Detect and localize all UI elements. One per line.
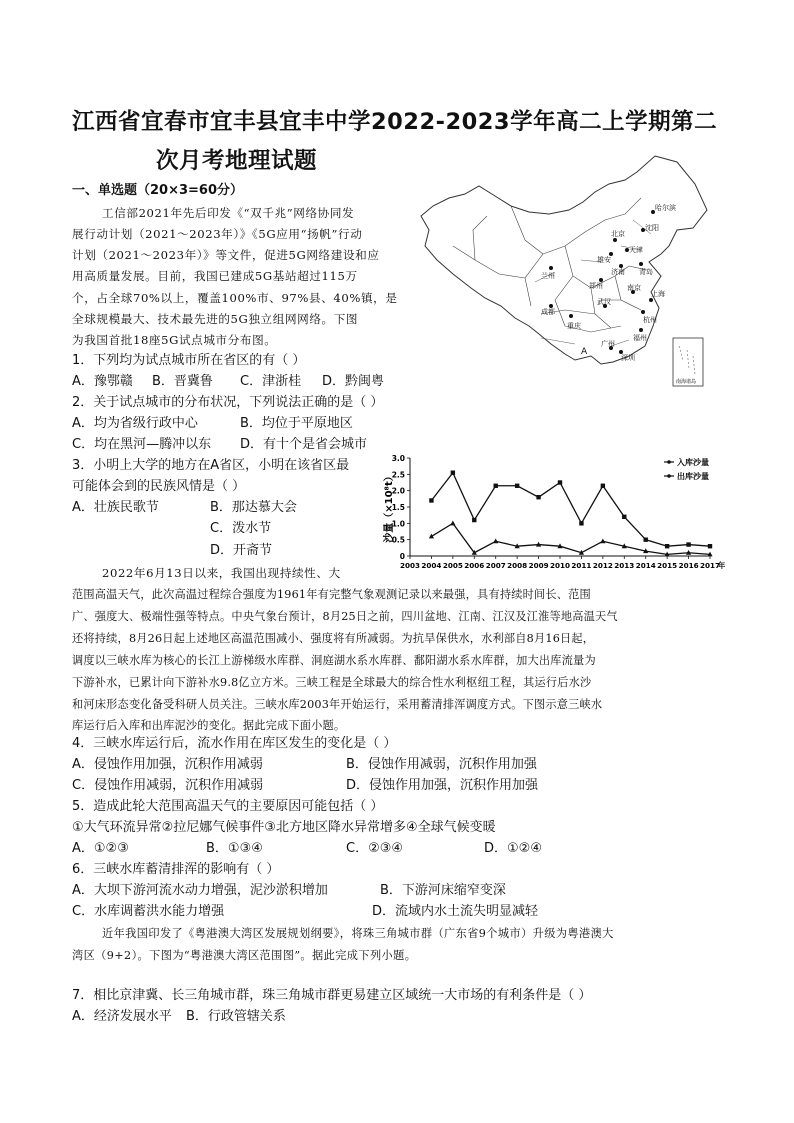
question-4-option-a[interactable]: A．侵蚀作用加强，沉积作用减弱 xyxy=(72,757,263,772)
question-1-option-a[interactable]: A．豫鄂赣 xyxy=(72,374,133,389)
city-dot-chongqing xyxy=(569,314,573,318)
question-1-option-d[interactable]: D．黔闽粤 xyxy=(322,374,385,389)
x-tick-label: 2006 xyxy=(464,561,485,570)
x-tick-label: 2013 xyxy=(614,561,635,570)
question-7-option-a[interactable]: A．经济发展水平 xyxy=(72,1009,172,1024)
y-tick-label: 3.0 xyxy=(391,454,405,463)
chart-legend xyxy=(664,457,709,481)
city-dot-shanghai xyxy=(649,298,653,302)
city-label: 广州 xyxy=(601,340,615,348)
city-label: 深圳 xyxy=(621,354,635,362)
x-tick-label: 2008 xyxy=(507,561,528,570)
x-tick-label: 2017 xyxy=(699,561,721,570)
question-5-option-c[interactable]: C．②③④ xyxy=(346,841,404,856)
passage-1-line: 展行动计划（2021～2023年）》《5G应用“扬帆”行动 xyxy=(72,227,363,241)
passage-2-line: 库运行后入库和出库泥沙的变化。据此完成下面小题。 xyxy=(72,719,346,732)
passage-2-line: 广、强度大、极端性强等特点。中央气象台预计，8月25日之前，四川盆地、江南、江汉及江淮等地高温天气 xyxy=(72,610,618,623)
y-axis-label: 沙量（×10⁸t） xyxy=(384,471,395,543)
city-label: 成都 xyxy=(541,308,555,316)
passage-2-line: 2022年6月13日以来，我国出现持续性、大 xyxy=(102,566,341,580)
data-point xyxy=(451,471,455,475)
y-tick-label: 1.5 xyxy=(391,503,405,512)
city-label: 天津 xyxy=(629,246,643,254)
passage-1-line: 计划（2021～2023年）》等文件，促进5G网络建设和应 xyxy=(72,248,380,262)
city-label: 南京 xyxy=(627,284,641,292)
city-dot-hangzhou xyxy=(641,310,645,314)
data-point xyxy=(665,544,669,548)
passage-3-line: 近年我国印发了《粤港澳大湾区发展规划纲要》，将珠三角城市群（广东省9个城市）升级为粤港澳大 xyxy=(102,927,614,940)
question-4-option-c[interactable]: C．侵蚀作用减弱，沉积作用减弱 xyxy=(72,778,264,793)
x-tick-label: 2004 xyxy=(421,561,442,570)
y-tick-label: 2.0 xyxy=(391,486,405,496)
question-5-option-d[interactable]: D．①②④ xyxy=(484,841,542,856)
question-4-stem: 4．三峡水库运行后，流水作用在库区发生的变化是（ ） xyxy=(72,736,397,751)
passage-1-line: 用高质量发展。目前，我国已建成5G基站超过115万 xyxy=(72,269,358,283)
china-5g-city-map xyxy=(415,150,715,398)
city-dot-fuzhou xyxy=(639,328,643,332)
x-tick-label: 2012 xyxy=(592,561,613,570)
city-dot-qingdao xyxy=(639,262,643,266)
question-2-option-d[interactable]: D．有十个是省会城市 xyxy=(240,437,368,452)
data-point xyxy=(622,515,626,519)
legend-marker xyxy=(667,474,671,478)
y-tick-label: 1.0 xyxy=(391,519,405,529)
question-1-stem: 1．下列均为试点城市所在省区的有（ ） xyxy=(72,353,306,368)
x-tick-label: 2007 xyxy=(485,561,506,570)
series-line-1 xyxy=(431,523,710,554)
question-3-stem-line1: 3．小明上大学的地方在A省区，小明在该省区最 xyxy=(72,458,350,473)
passage-1-line: 为我国首批18座5G试点城市分布图。 xyxy=(72,333,277,347)
x-tick-label: 2009 xyxy=(528,561,549,570)
data-point xyxy=(536,495,540,499)
question-2-option-a[interactable]: A．均为省级行政中心 xyxy=(72,416,198,431)
region-a-label: A xyxy=(581,347,588,357)
data-point xyxy=(686,542,690,546)
city-label: 雄安 xyxy=(597,256,611,264)
question-4-option-b[interactable]: B．侵蚀作用减弱，沉积作用加强 xyxy=(346,757,537,772)
question-2-option-b[interactable]: B．均位于平原地区 xyxy=(240,416,353,431)
legend-label: 入库沙量 xyxy=(677,458,709,467)
passage-2-line: 还将持续，8月26日起上述地区高温范围减小、强度将有所减弱。为抗旱保供水，水利部自8月16日起， xyxy=(72,632,595,645)
question-5-stem: 5．造成此轮大范围高温天气的主要原因可能包括（ ） xyxy=(72,799,384,814)
passage-1-line: 个，占全球70%以上，覆盖100%市、97%县、40%镇，是 xyxy=(72,291,398,305)
question-6-option-c[interactable]: C．水库调蓄洪水能力增强 xyxy=(72,904,225,919)
city-label: 济南 xyxy=(611,268,625,276)
question-3-option-a[interactable]: A．壮族民歌节 xyxy=(72,500,159,515)
passage-2-line: 和河床形态变化备受科研人员关注。三峡水库2003年开始运行，采用蓄清排浑调度方式。下图示意三峡水 xyxy=(72,698,603,711)
question-7-stem: 7．相比京津冀、长三角城市群，珠三角城市群更易建立区域统一大市场的有利条件是（ ） xyxy=(72,988,592,1003)
data-point xyxy=(493,539,498,544)
city-dot-lanzhou xyxy=(549,266,553,270)
data-point xyxy=(600,539,605,544)
chart-ticks xyxy=(382,454,726,570)
sediment-line-chart xyxy=(380,452,730,574)
question-1-option-b[interactable]: B．晋冀鲁 xyxy=(152,374,213,389)
data-point xyxy=(708,544,712,548)
question-3-option-d[interactable]: D．开斋节 xyxy=(210,543,273,558)
passage-2-line: 调度以三峡水库为核心的长江上游梯级水库群、洞庭湖水系水库群、鄱阳湖水系水库群，加大出库流量为 xyxy=(72,654,596,667)
x-tick-label: 2015 xyxy=(657,561,678,570)
city-label: 哈尔滨 xyxy=(655,204,676,212)
x-tick-label: 2005 xyxy=(442,561,463,570)
data-point xyxy=(601,484,605,488)
data-point xyxy=(515,484,519,488)
passage-3-line: 湾区（9+2）。下图为“粤港澳大湾区范围图”。据此完成下列小题。 xyxy=(72,949,417,962)
chart-series xyxy=(429,471,713,557)
data-point xyxy=(579,521,583,525)
data-point xyxy=(558,480,562,484)
question-7-option-b[interactable]: B．行政管辖关系 xyxy=(186,1009,286,1024)
passage-2-line: 范围高温天气，此次高温过程综合强度为1961年有完整气象观测记录以来最强，具有持续时间长、范围 xyxy=(72,588,591,601)
city-dot-beijing xyxy=(613,238,617,242)
question-3-option-b[interactable]: B．那达慕大会 xyxy=(210,500,297,515)
question-2-stem: 2．关于试点城市的分布状况，下列说法正确的是（ ） xyxy=(72,395,384,410)
question-4-option-d[interactable]: D．侵蚀作用加强，沉积作用加强 xyxy=(346,778,539,793)
passage-1-line: 工信部2021年先后印发《“双千兆”网络协同发 xyxy=(102,206,355,220)
x-tick-label: 2014 xyxy=(635,561,656,570)
passage-2-line: 下游补水，已累计向下游补水9.8亿立方米。三峡工程是全球最大的综合性水利枢纽工程，其运行后水沙 xyxy=(72,676,592,689)
inset-label: 南海诸岛 xyxy=(676,379,697,385)
question-6-option-a[interactable]: A．大坝下游河流水动力增强，泥沙淤积增加 xyxy=(72,883,328,898)
paper-title-line1: 江西省宜春市宜丰县宜丰中学2022-2023学年高二上学期第二 xyxy=(72,109,718,135)
legend-marker xyxy=(667,460,671,464)
question-3-option-c[interactable]: C．泼水节 xyxy=(210,521,272,536)
paper-title-line2: 次月考地理试题 xyxy=(156,148,318,174)
city-label: 重庆 xyxy=(567,322,581,330)
x-axis-suffix: 年 xyxy=(718,561,726,570)
y-tick-label: 0.5 xyxy=(391,535,405,545)
question-5-option-a[interactable]: A．①②③ xyxy=(72,841,129,856)
legend-label: 出库沙量 xyxy=(677,472,709,481)
question-6-option-b[interactable]: B．下游河床缩窄变深 xyxy=(380,883,506,898)
x-tick-label: 2011 xyxy=(571,561,592,570)
data-point xyxy=(472,518,476,522)
data-point xyxy=(429,498,433,502)
china-outline xyxy=(421,156,707,364)
section-header: 一、单选题（20×3=60分） xyxy=(72,183,244,198)
x-tick-label: 2003 xyxy=(399,561,421,570)
y-tick-label: 2.5 xyxy=(391,470,405,480)
question-5-option-b[interactable]: B．①③④ xyxy=(206,841,263,856)
x-tick-label: 2016 xyxy=(678,561,699,570)
question-1-option-c[interactable]: C．津浙桂 xyxy=(240,374,302,389)
city-label: 杭州 xyxy=(643,316,657,324)
data-point xyxy=(644,537,648,541)
city-label: 沈阳 xyxy=(645,224,659,232)
data-point xyxy=(494,484,498,488)
x-tick-label: 2010 xyxy=(549,561,571,570)
question-3-stem-line2: 可能体会到的民族风情是（ ） xyxy=(72,479,246,494)
city-label: 上海 xyxy=(651,290,665,298)
question-2-option-c[interactable]: C．均在黑河—腾冲以东 xyxy=(72,437,212,452)
city-label: 兰州 xyxy=(541,272,555,280)
question-6-option-d[interactable]: D．流域内水土流失明显减轻 xyxy=(372,904,539,919)
question-5-items: ①大气环流异常②拉尼娜气候事件③北方地区降水异常增多④全球气候变暖 xyxy=(72,820,496,835)
series-line-0 xyxy=(431,473,710,547)
y-tick-label: 0 xyxy=(399,552,405,561)
data-point xyxy=(450,521,455,526)
city-label: 青岛 xyxy=(639,268,653,276)
passage-1-line: 全球规模最大、技术最先进的5G独立组网网络。下图 xyxy=(72,312,359,326)
question-6-stem: 6．三峡水库蓄清排浑的影响有（ ） xyxy=(72,862,280,877)
city-label: 郑州 xyxy=(589,282,603,290)
city-label: 北京 xyxy=(611,230,625,238)
city-label: 福州 xyxy=(633,334,647,342)
city-label: 武汉 xyxy=(597,298,611,306)
